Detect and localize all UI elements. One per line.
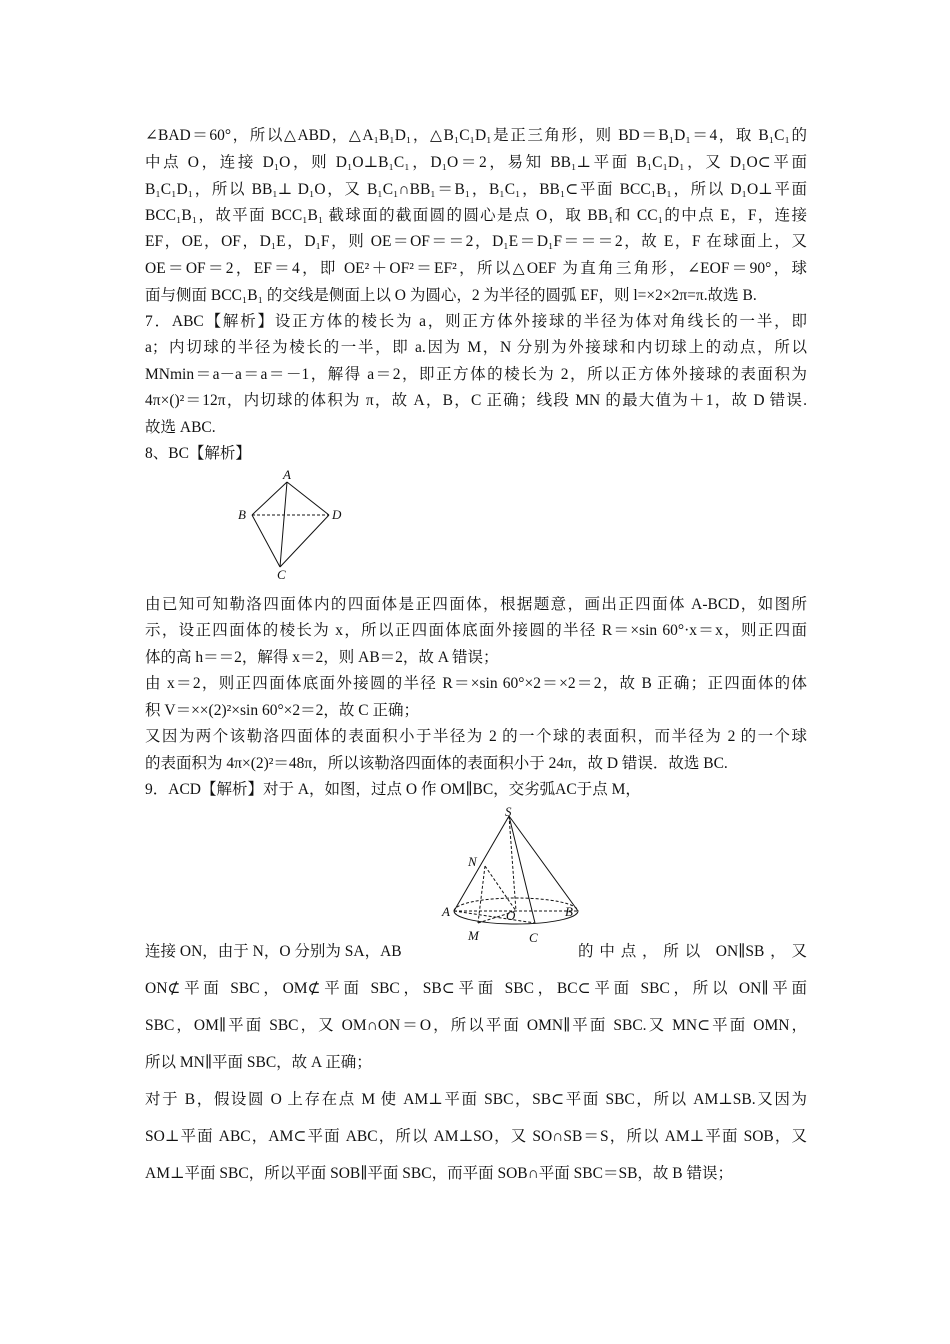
cone-figure xyxy=(438,803,584,945)
text-line: 故选 ABC. xyxy=(145,419,216,436)
text-line: 的中点，所以 ON∥SB，又 xyxy=(578,943,807,960)
label-C: C xyxy=(529,930,538,945)
text-line: 4π×()²＝12π，内切球的体积为 π，故 A，B，C 正确；线段 MN 的最大值为＋1，故 D 错误. xyxy=(145,392,807,409)
text-line: 连接 ON，由于 N，O 分别为 SA，AB xyxy=(145,943,402,960)
text-line: 中点 O，连接 D₁O，则 D₁O⊥B₁C₁，D₁O＝2，易知 BB₁⊥平面 B₁C₁D₁，又 D₁O⊂平面 xyxy=(145,154,807,171)
label-A: A xyxy=(442,904,450,919)
answer-8-header: 8、BC【解析】 xyxy=(145,445,251,462)
text-line: a；内切球的半径为棱长的一半，即 a.因为 M，N 分别为外接球和内切球上的动点，所以 xyxy=(145,339,807,356)
label-C: C xyxy=(277,567,286,582)
text-line: OE＝OF＝2，EF＝4，即 OE²＋OF²＝EF²，所以△OEF 为直角三角形，∠EOF＝90°，球 xyxy=(145,260,807,277)
text-line: 由已知可知勒洛四面体内的四面体是正四面体，根据题意，画出正四面体 A-BCD，如图所 xyxy=(145,596,807,613)
label-O: O xyxy=(506,908,516,923)
label-B: B xyxy=(565,904,573,919)
text-line: SBC，OM∥平面 SBC，又 OM∩ON＝O，所以平面 OMN∥平面 SBC.又 MN⊂平面 OMN， xyxy=(145,1017,807,1034)
text-line: ON⊄平面 SBC，OM⊄平面 SBC，SB⊂平面 SBC，BC⊂平面 SBC，所以 ON∥平面 xyxy=(145,980,807,997)
answer-7-header: 7．ABC【解析】设正方体的棱长为 a，则正方体外接球的半径为体对角线长的一半，即 xyxy=(145,313,807,330)
label-B: B xyxy=(238,507,246,522)
text-line: SO⊥平面 ABC，AM⊂平面 ABC，所以 AM⊥SO，又 SO∩SB＝S，所以 AM⊥平面 SOB，又 xyxy=(145,1128,807,1145)
text-line: AM⊥平面 SBC，所以平面 SOB∥平面 SBC，而平面 SOB∩平面 SBC＝SB，故 B 错误； xyxy=(145,1165,734,1182)
text-line: 示，设正四面体的棱长为 x，所以正四面体底面外接圆的半径 R＝×sin 60°·x＝x，则正四面 xyxy=(145,622,807,639)
label-N: N xyxy=(468,854,477,869)
label-A: A xyxy=(283,467,291,482)
text-line: BCC₁B₁，故平面 BCC₁B₁ 截球面的截面圆的圆心是点 O，取 BB₁和 CC₁的中点 E，F，连接 xyxy=(145,207,807,224)
text-line: 又因为两个该勒洛四面体的表面积小于半径为 2 的一个球的表面积，而半径为 2 的一个球 xyxy=(145,728,807,745)
tetrahedron-figure xyxy=(232,466,352,584)
text-line: 所以 MN∥平面 SBC，故 A 正确； xyxy=(145,1054,372,1071)
text-line: 体的高 h＝＝2，解得 x＝2，则 AB＝2，故 A 错误； xyxy=(145,649,499,666)
text-line: MNmin＝a－a＝a＝－1，解得 a＝2，即正方体的棱长为 2，所以正方体外接球的表面积为 xyxy=(145,366,807,383)
text-line: ∠BAD＝60°，所以△ABD，△A₁B₁D₁，△B₁C₁D₁是正三角形，则 BD＝B₁D₁＝4，取 B₁C₁的 xyxy=(145,127,807,144)
text-line: 对于 B，假设圆 O 上存在点 M 使 AM⊥平面 SBC，SB⊂平面 SBC，所以 AM⊥SB.又因为 xyxy=(145,1091,807,1108)
text-line: 的表面积为 4π×(2)²＝48π，所以该勒洛四面体的表面积小于 24π，故 D 错误．故选 BC. xyxy=(145,755,728,772)
label-M: M xyxy=(468,928,479,943)
text-line: EF，OE，OF，D₁E，D₁F，则 OE＝OF＝＝2，D₁E＝D₁F＝＝＝2，故 E，F 在球面上，又 xyxy=(145,233,807,250)
label-S: S xyxy=(505,804,512,819)
text-line: B₁C₁D₁，所以 BB₁⊥ D₁O，又 B₁C₁∩BB₁＝B₁，B₁C₁，BB₁⊂平面 BCC₁B₁，所以 D₁O⊥平面 xyxy=(145,181,807,198)
text-line: 由 x＝2，则正四面体底面外接圆的半径 R＝×sin 60°×2＝×2＝2，故 B 正确；正四面体的体 xyxy=(145,675,807,692)
answer-9-header: 9．ACD【解析】对于 A，如图，过点 O 作 OM∥BC，交劣弧AC于点 M， xyxy=(145,781,641,798)
text-line: 面与侧面 BCC₁B₁ 的交线是侧面上以 O 为圆心，2 为半径的圆弧 EF，则 l=×2×2π=π.故选 B. xyxy=(145,287,757,304)
text-line: 积 V＝××(2)²×sin 60°×2＝2，故 C 正确； xyxy=(145,702,420,719)
label-D: D xyxy=(332,507,342,522)
